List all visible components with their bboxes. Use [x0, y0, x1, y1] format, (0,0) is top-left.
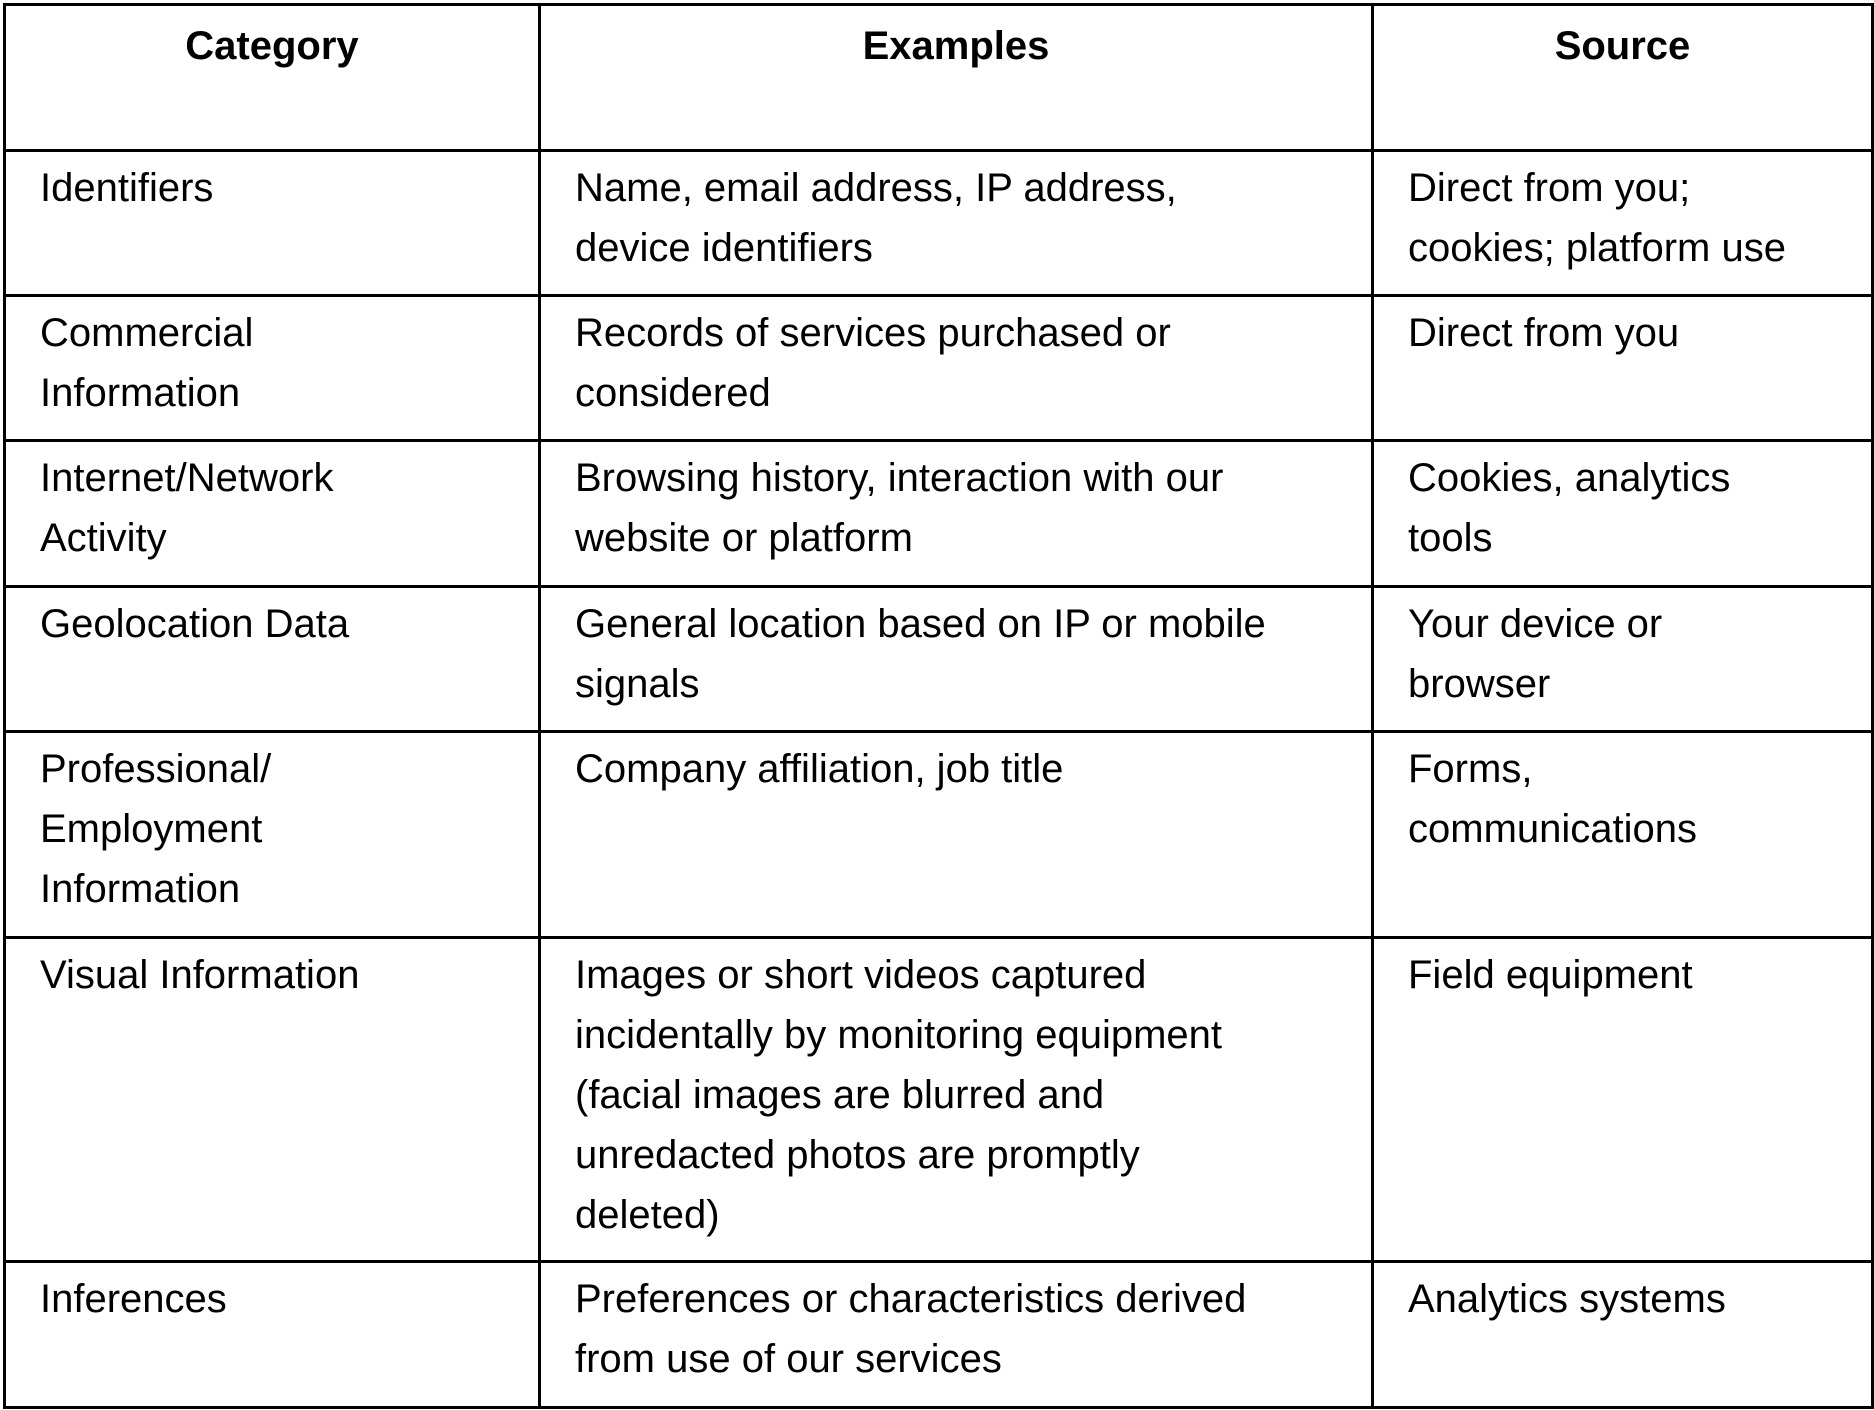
examples-line: incidentally by monitoring equipment — [575, 1013, 1223, 1057]
table-header-row — [5, 5, 1873, 151]
examples-line: General location based on IP or mobile — [575, 602, 1266, 646]
category-cell — [5, 1262, 540, 1408]
category-line: Commercial — [40, 311, 254, 355]
source-line: Your device or — [1408, 602, 1663, 646]
table-row — [5, 296, 1873, 441]
table-row — [5, 938, 1873, 1262]
source-line: Analytics systems — [1408, 1277, 1726, 1321]
examples-line: device identifiers — [575, 226, 873, 270]
table-row — [5, 151, 1873, 296]
examples-line: unredacted photos are promptly — [575, 1133, 1140, 1177]
source-line: browser — [1408, 662, 1551, 706]
category-cell — [5, 151, 540, 296]
examples-line: Preferences or characteristics derived — [575, 1277, 1247, 1321]
source-line: communications — [1408, 807, 1698, 851]
header-source: Source — [1373, 5, 1873, 151]
table-row — [5, 441, 1873, 587]
category-line: Geolocation Data — [40, 602, 350, 646]
category-line: Information — [40, 867, 241, 911]
examples-cell — [540, 587, 1373, 732]
examples-cell — [540, 1262, 1373, 1408]
source-cell — [1373, 1262, 1873, 1408]
examples-cell — [540, 938, 1373, 1262]
source-cell — [1373, 441, 1873, 587]
examples-line: Images or short videos captured — [575, 953, 1147, 997]
examples-line: Browsing history, interaction with our — [575, 456, 1224, 500]
examples-cell — [540, 441, 1373, 587]
category-cell — [5, 441, 540, 587]
data-categories-table — [3, 3, 1874, 1409]
source-line: tools — [1408, 516, 1493, 560]
source-cell — [1373, 938, 1873, 1262]
category-line: Professional/ — [40, 747, 272, 791]
category-line: Visual Information — [40, 953, 360, 997]
table-row — [5, 587, 1873, 732]
examples-line: Company affiliation, job title — [575, 747, 1064, 791]
category-line: Inferences — [40, 1277, 227, 1321]
category-line: Activity — [40, 516, 167, 560]
source-line: Direct from you — [1408, 311, 1680, 355]
category-cell — [5, 732, 540, 938]
category-cell — [5, 938, 540, 1262]
source-cell — [1373, 587, 1873, 732]
source-line: Direct from you; — [1408, 166, 1691, 210]
examples-line: considered — [575, 371, 771, 415]
category-cell — [5, 587, 540, 732]
category-line: Identifiers — [40, 166, 214, 210]
source-line: Forms, — [1408, 747, 1533, 791]
examples-line: signals — [575, 662, 700, 706]
header-examples: Examples — [540, 5, 1373, 151]
examples-line: website or platform — [575, 516, 913, 560]
source-line: Field equipment — [1408, 953, 1693, 997]
examples-cell — [540, 151, 1373, 296]
examples-line: from use of our services — [575, 1337, 1002, 1381]
category-line: Information — [40, 371, 241, 415]
examples-line: deleted) — [575, 1193, 720, 1237]
category-cell — [5, 296, 540, 441]
header-category: Category — [5, 5, 540, 151]
source-cell — [1373, 296, 1873, 441]
examples-line: (facial images are blurred and — [575, 1073, 1105, 1117]
examples-cell — [540, 732, 1373, 938]
examples-line: Name, email address, IP address, — [575, 166, 1177, 210]
category-line: Internet/Network — [40, 456, 334, 500]
category-line: Employment — [40, 807, 263, 851]
table-row — [5, 732, 1873, 938]
examples-cell — [540, 296, 1373, 441]
examples-line: Records of services purchased or — [575, 311, 1171, 355]
source-line: Cookies, analytics — [1408, 456, 1731, 500]
table-row — [5, 1262, 1873, 1408]
source-cell — [1373, 732, 1873, 938]
source-cell — [1373, 151, 1873, 296]
source-line: cookies; platform use — [1408, 226, 1786, 270]
